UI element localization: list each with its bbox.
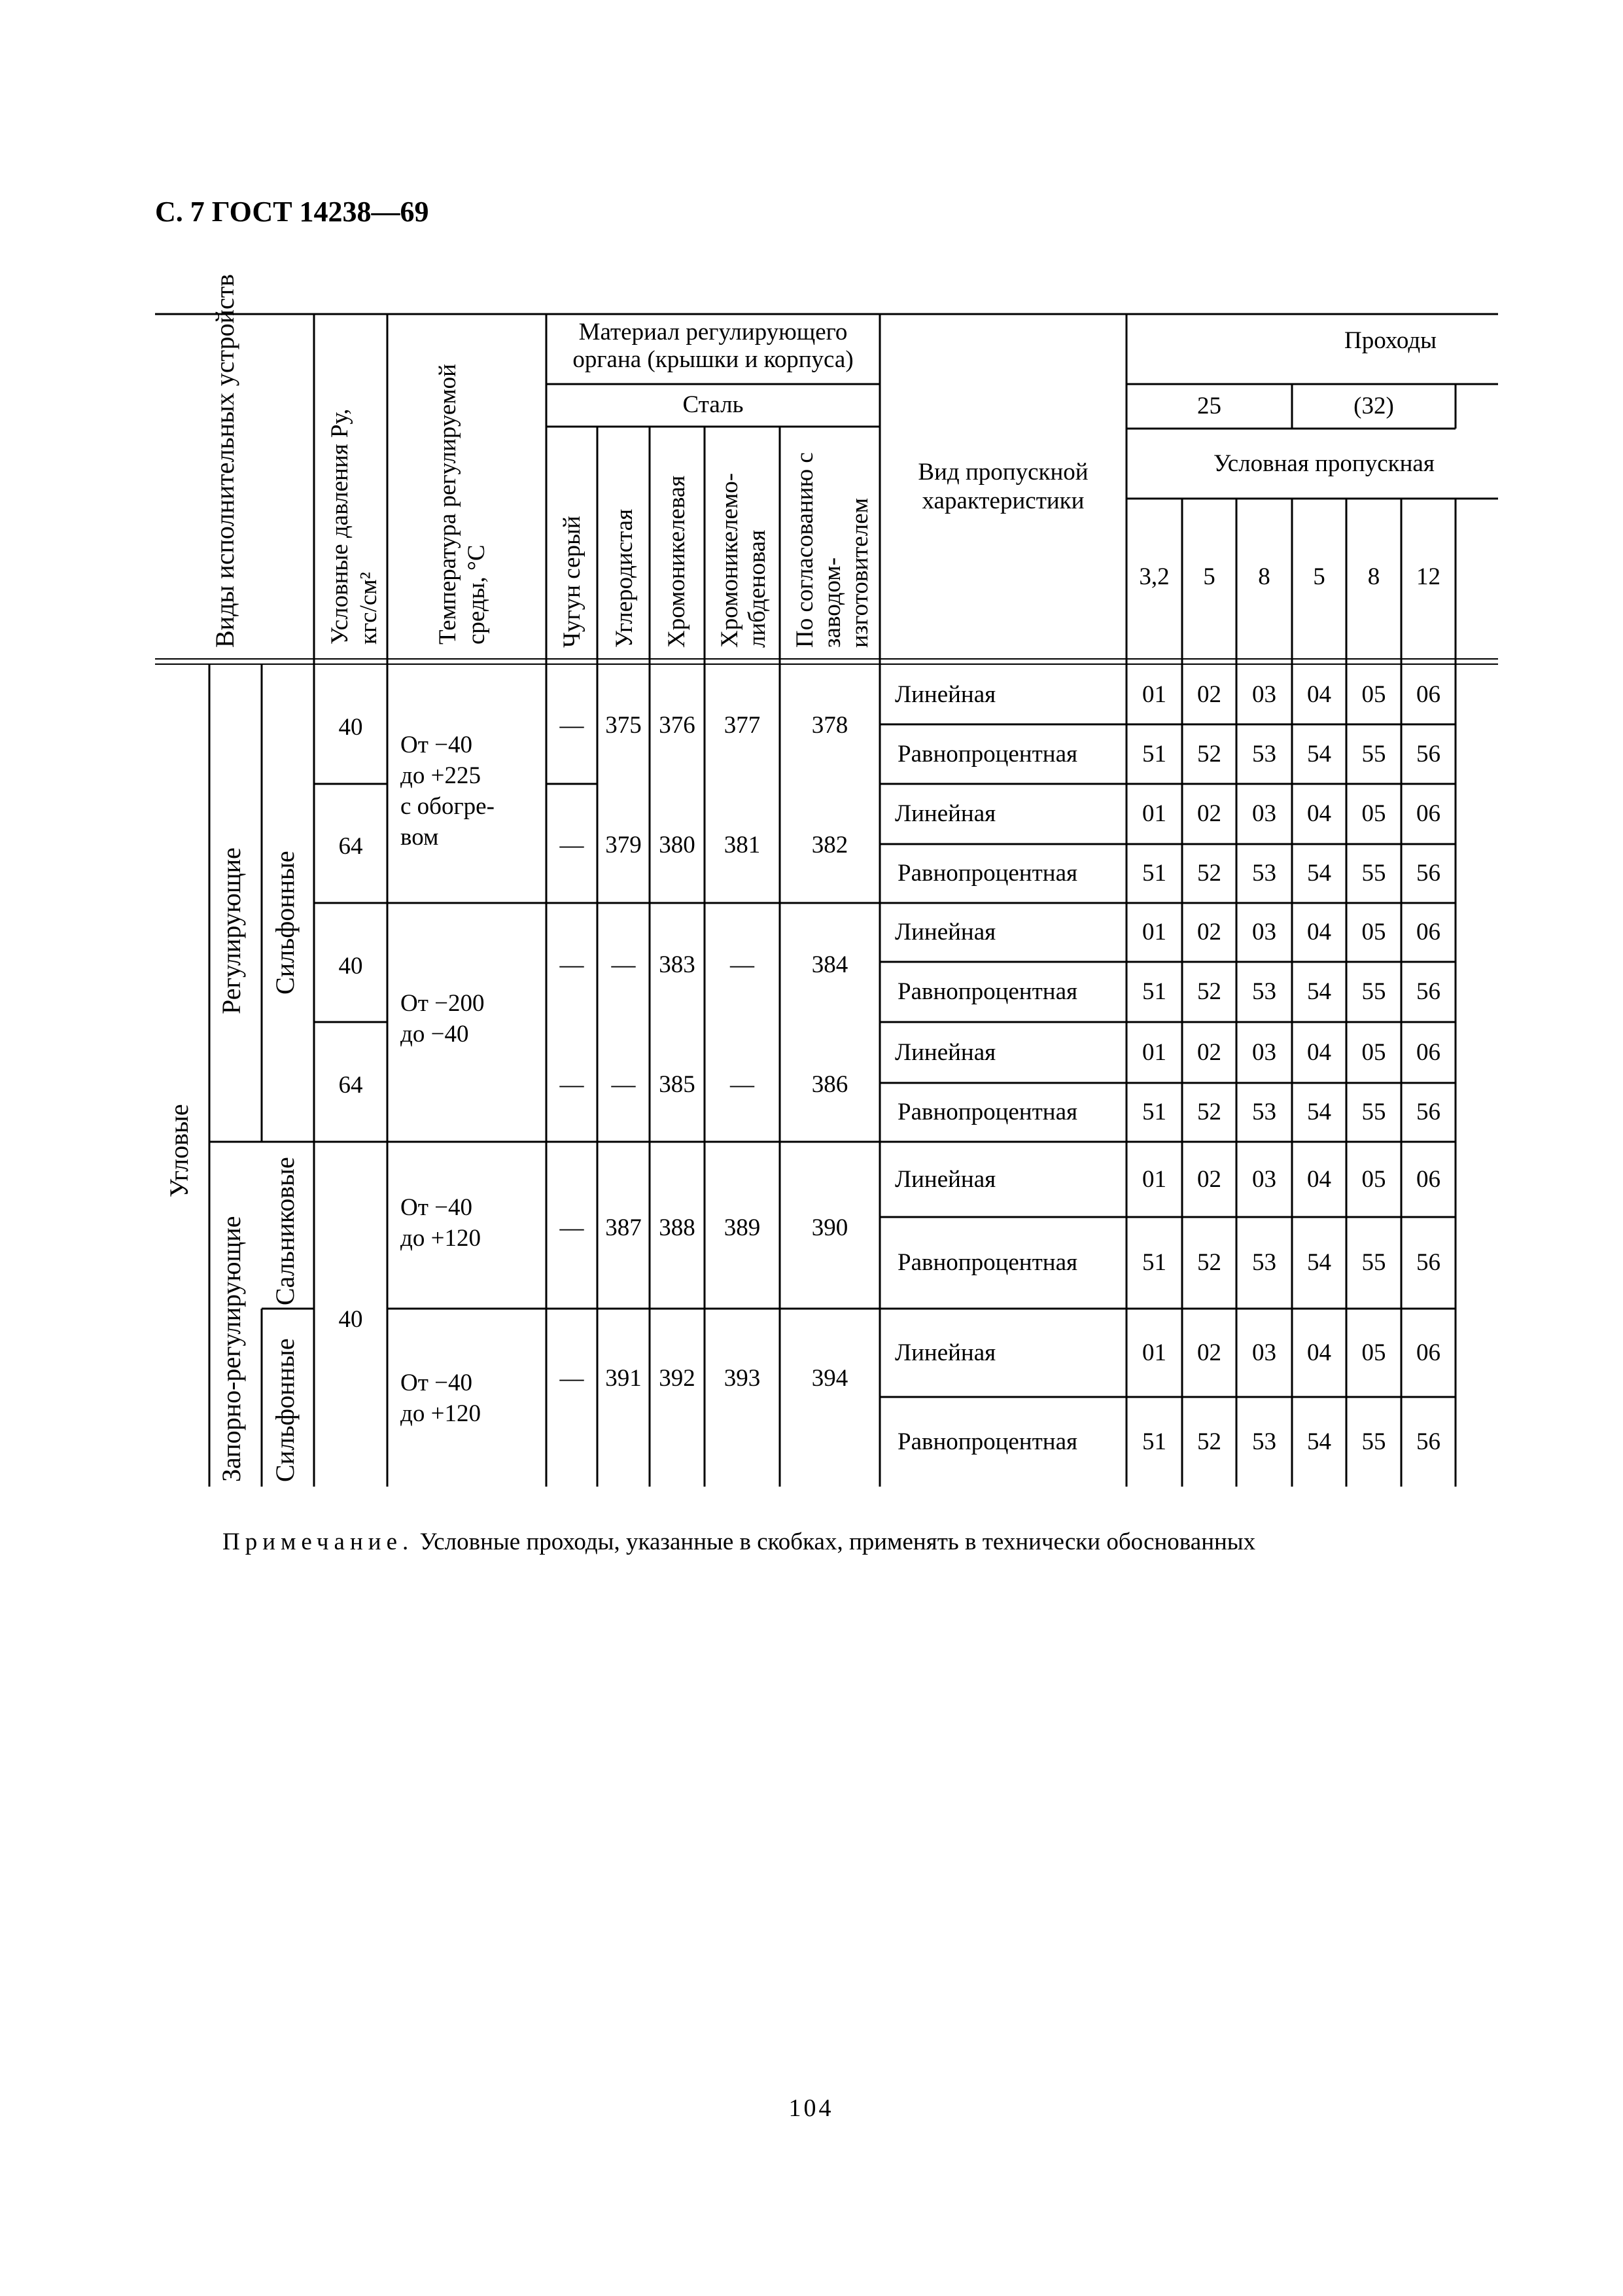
material-cell: 380 bbox=[659, 832, 695, 858]
code-cell: 53 bbox=[1252, 1249, 1276, 1276]
code-cell: 53 bbox=[1252, 860, 1276, 887]
code-cell: 56 bbox=[1416, 860, 1440, 887]
temperature-line: с обогре- bbox=[400, 793, 495, 820]
group-shutoff-regulating: Запорно-регулирующие bbox=[217, 1216, 246, 1482]
code-cell: 56 bbox=[1416, 978, 1440, 1005]
code-cell: 05 bbox=[1361, 1038, 1386, 1066]
material-cell: 385 bbox=[659, 1071, 695, 1098]
code-cell: 01 bbox=[1142, 919, 1166, 945]
code-cell: 51 bbox=[1142, 1249, 1166, 1276]
pressure-value: 64 bbox=[338, 833, 363, 860]
code-cell: 05 bbox=[1361, 800, 1386, 827]
code-cell: 06 bbox=[1416, 681, 1440, 708]
material-cell: 384 bbox=[811, 951, 848, 978]
temperature-line: От −40 bbox=[400, 732, 473, 758]
code-cell: 51 bbox=[1142, 1099, 1166, 1125]
material-cell: 378 bbox=[811, 712, 848, 739]
code-cell: 52 bbox=[1197, 978, 1221, 1005]
material-cell: 388 bbox=[659, 1214, 695, 1241]
page-number: 104 bbox=[788, 2094, 834, 2122]
code-cell: 05 bbox=[1361, 681, 1386, 708]
code-cell: 53 bbox=[1252, 1099, 1276, 1125]
code-cell: 51 bbox=[1142, 978, 1166, 1005]
code-cell: 54 bbox=[1307, 1428, 1331, 1455]
code-cell: 52 bbox=[1197, 740, 1221, 768]
material-cell: — bbox=[611, 951, 636, 978]
material-cell: 386 bbox=[811, 1071, 848, 1098]
page-header: С. 7 ГОСТ 14238—69 bbox=[155, 196, 429, 228]
header-carbon-steel: Углеродистая bbox=[611, 508, 638, 648]
code-cell: 54 bbox=[1307, 1249, 1331, 1276]
code-cell: 02 bbox=[1197, 681, 1221, 708]
temperature-line: до +120 bbox=[400, 1225, 481, 1252]
material-cell: — bbox=[559, 1365, 584, 1392]
code-cell: 01 bbox=[1142, 1038, 1166, 1066]
pressure-value: 40 bbox=[338, 1306, 363, 1333]
kv-value: 12 bbox=[1416, 563, 1440, 590]
code-cell: 52 bbox=[1197, 860, 1221, 887]
code-cell: 55 bbox=[1361, 978, 1386, 1005]
code-cell: 55 bbox=[1361, 1249, 1386, 1276]
pressure-value: 64 bbox=[338, 1072, 363, 1099]
temperature-line: до +225 bbox=[400, 762, 481, 789]
code-cell: 02 bbox=[1197, 1038, 1221, 1066]
code-cell: 54 bbox=[1307, 740, 1331, 768]
code-cell: 04 bbox=[1307, 800, 1331, 827]
code-cell: 51 bbox=[1142, 860, 1166, 887]
code-cell: 54 bbox=[1307, 978, 1331, 1005]
code-cell: 04 bbox=[1307, 1165, 1331, 1193]
characteristic-type: Равнопроцентная bbox=[898, 1099, 1078, 1125]
material-cell: — bbox=[611, 1071, 636, 1098]
code-cell: 01 bbox=[1142, 1339, 1166, 1366]
header-pressure: Условные давления Pу, кгс/см² bbox=[326, 408, 382, 645]
code-cell: 03 bbox=[1252, 800, 1276, 827]
header-dn32: (32) bbox=[1353, 393, 1394, 419]
code-cell: 04 bbox=[1307, 919, 1331, 945]
header-dn25: 25 bbox=[1197, 393, 1221, 419]
code-cell: 05 bbox=[1361, 919, 1386, 945]
code-cell: 04 bbox=[1307, 1038, 1331, 1066]
code-cell: 04 bbox=[1307, 681, 1331, 708]
header-material: Материал регулирующего органа (крышки и корпуса) bbox=[572, 319, 854, 373]
material-cell: — bbox=[559, 1071, 584, 1098]
characteristic-type: Равнопроцентная bbox=[898, 740, 1078, 768]
material-cell: 390 bbox=[811, 1214, 848, 1241]
code-cell: 51 bbox=[1142, 1428, 1166, 1455]
code-cell: 53 bbox=[1252, 978, 1276, 1005]
material-cell: — bbox=[559, 951, 584, 978]
group-regulating: Регулирующие bbox=[217, 847, 246, 1014]
header-conditional-capacity: Условная пропускная bbox=[1213, 450, 1435, 477]
code-cell: 56 bbox=[1416, 1249, 1440, 1276]
temperature-line: От −40 bbox=[400, 1369, 473, 1396]
material-cell: — bbox=[730, 1071, 754, 1098]
code-cell: 02 bbox=[1197, 1339, 1221, 1366]
header-chromenickel-mo: Хромоникелемо-либденовая bbox=[716, 472, 771, 648]
temperature-line: вом bbox=[400, 824, 439, 851]
code-cell: 56 bbox=[1416, 1099, 1440, 1125]
characteristic-type: Линейная bbox=[895, 681, 996, 708]
code-cell: 02 bbox=[1197, 800, 1221, 827]
code-cell: 55 bbox=[1361, 1099, 1386, 1125]
group-bellows: Сильфонные bbox=[270, 851, 300, 995]
code-cell: 56 bbox=[1416, 1428, 1440, 1455]
header-device-types: Виды исполнительных устройств bbox=[210, 274, 239, 648]
characteristic-type: Равнопроцентная bbox=[898, 1249, 1078, 1276]
material-cell: 389 bbox=[724, 1214, 761, 1241]
kv-value: 8 bbox=[1258, 563, 1270, 590]
temperature-line: до −40 bbox=[400, 1021, 469, 1048]
code-cell: 03 bbox=[1252, 1339, 1276, 1366]
material-cell: — bbox=[559, 712, 584, 739]
characteristic-type: Равнопроцентная bbox=[898, 978, 1078, 1005]
header-cast-iron: Чугун серый bbox=[559, 516, 585, 648]
code-cell: 52 bbox=[1197, 1249, 1221, 1276]
code-cell: 55 bbox=[1361, 860, 1386, 887]
temperature-line: до +120 bbox=[400, 1400, 481, 1427]
header-by-agreement: По согласованию с заводом-изготовителем bbox=[792, 452, 873, 648]
group-angular: Угловые bbox=[164, 1104, 194, 1197]
material-cell: 394 bbox=[811, 1365, 848, 1392]
code-cell: 02 bbox=[1197, 1165, 1221, 1193]
header-chromenickel: Хромоникелевая bbox=[663, 475, 690, 648]
code-cell: 51 bbox=[1142, 740, 1166, 768]
code-cell: 04 bbox=[1307, 1339, 1331, 1366]
note bbox=[222, 1528, 1255, 1556]
group-bellows-2: Сильфонные bbox=[270, 1338, 300, 1482]
material-cell: 393 bbox=[724, 1365, 761, 1392]
code-cell: 06 bbox=[1416, 1038, 1440, 1066]
code-cell: 03 bbox=[1252, 1165, 1276, 1193]
temperature-line: От −40 bbox=[400, 1194, 473, 1221]
group-stuffing-box: Сальниковые bbox=[270, 1157, 300, 1305]
pressure-value: 40 bbox=[338, 953, 363, 980]
material-cell: 383 bbox=[659, 951, 695, 978]
note-text: Условные проходы, указанные в скобках, применять в технически обоснованных bbox=[419, 1528, 1256, 1555]
material-cell: 392 bbox=[659, 1365, 695, 1392]
code-cell: 52 bbox=[1197, 1428, 1221, 1455]
material-cell: 376 bbox=[659, 712, 695, 739]
code-cell: 06 bbox=[1416, 1165, 1440, 1193]
pressure-value: 40 bbox=[338, 714, 363, 741]
material-cell: — bbox=[559, 832, 584, 858]
code-cell: 03 bbox=[1252, 681, 1276, 708]
material-cell: 375 bbox=[605, 712, 642, 739]
material-cell: 379 bbox=[605, 832, 642, 858]
code-cell: 55 bbox=[1361, 1428, 1386, 1455]
material-cell: 387 bbox=[605, 1214, 642, 1241]
material-cell: 391 bbox=[605, 1365, 642, 1392]
material-cell: 382 bbox=[811, 832, 848, 858]
material-cell: 381 bbox=[724, 832, 761, 858]
characteristic-type: Равнопроцентная bbox=[898, 860, 1078, 887]
code-cell: 55 bbox=[1361, 740, 1386, 768]
temperature-line: От −200 bbox=[400, 990, 485, 1017]
header-characteristic: Вид пропускной характеристики bbox=[918, 459, 1089, 514]
code-cell: 03 bbox=[1252, 1038, 1276, 1066]
code-cell: 05 bbox=[1361, 1165, 1386, 1193]
code-cell: 52 bbox=[1197, 1099, 1221, 1125]
code-cell: 01 bbox=[1142, 1165, 1166, 1193]
code-cell: 54 bbox=[1307, 1099, 1331, 1125]
characteristic-type: Равнопроцентная bbox=[898, 1428, 1078, 1455]
characteristic-type: Линейная bbox=[895, 1038, 996, 1066]
header-passages: Проходы bbox=[1344, 327, 1437, 354]
code-cell: 53 bbox=[1252, 740, 1276, 768]
kv-value: 8 bbox=[1367, 563, 1380, 590]
material-cell: 377 bbox=[724, 712, 761, 739]
code-cell: 54 bbox=[1307, 860, 1331, 887]
code-cell: 03 bbox=[1252, 919, 1276, 945]
characteristic-type: Линейная bbox=[895, 919, 996, 945]
code-cell: 01 bbox=[1142, 681, 1166, 708]
kv-value: 5 bbox=[1313, 563, 1325, 590]
code-cell: 01 bbox=[1142, 800, 1166, 827]
code-cell: 06 bbox=[1416, 1339, 1440, 1366]
header-steel: Сталь bbox=[682, 391, 744, 418]
code-cell: 06 bbox=[1416, 800, 1440, 827]
code-cell: 02 bbox=[1197, 919, 1221, 945]
material-cell: — bbox=[559, 1214, 584, 1241]
code-cell: 56 bbox=[1416, 740, 1440, 768]
code-cell: 05 bbox=[1361, 1339, 1386, 1366]
kv-value: 5 bbox=[1203, 563, 1215, 590]
characteristic-type: Линейная bbox=[895, 800, 996, 827]
characteristic-type: Линейная bbox=[895, 1339, 996, 1366]
header-temperature: Температура регулируемой среды, °С bbox=[434, 364, 490, 645]
code-cell: 53 bbox=[1252, 1428, 1276, 1455]
kv-value: 3,2 bbox=[1139, 563, 1170, 590]
code-cell: 06 bbox=[1416, 919, 1440, 945]
characteristic-type: Линейная bbox=[895, 1165, 996, 1193]
material-cell: — bbox=[730, 951, 754, 978]
note-label: Примечание. bbox=[222, 1528, 414, 1555]
